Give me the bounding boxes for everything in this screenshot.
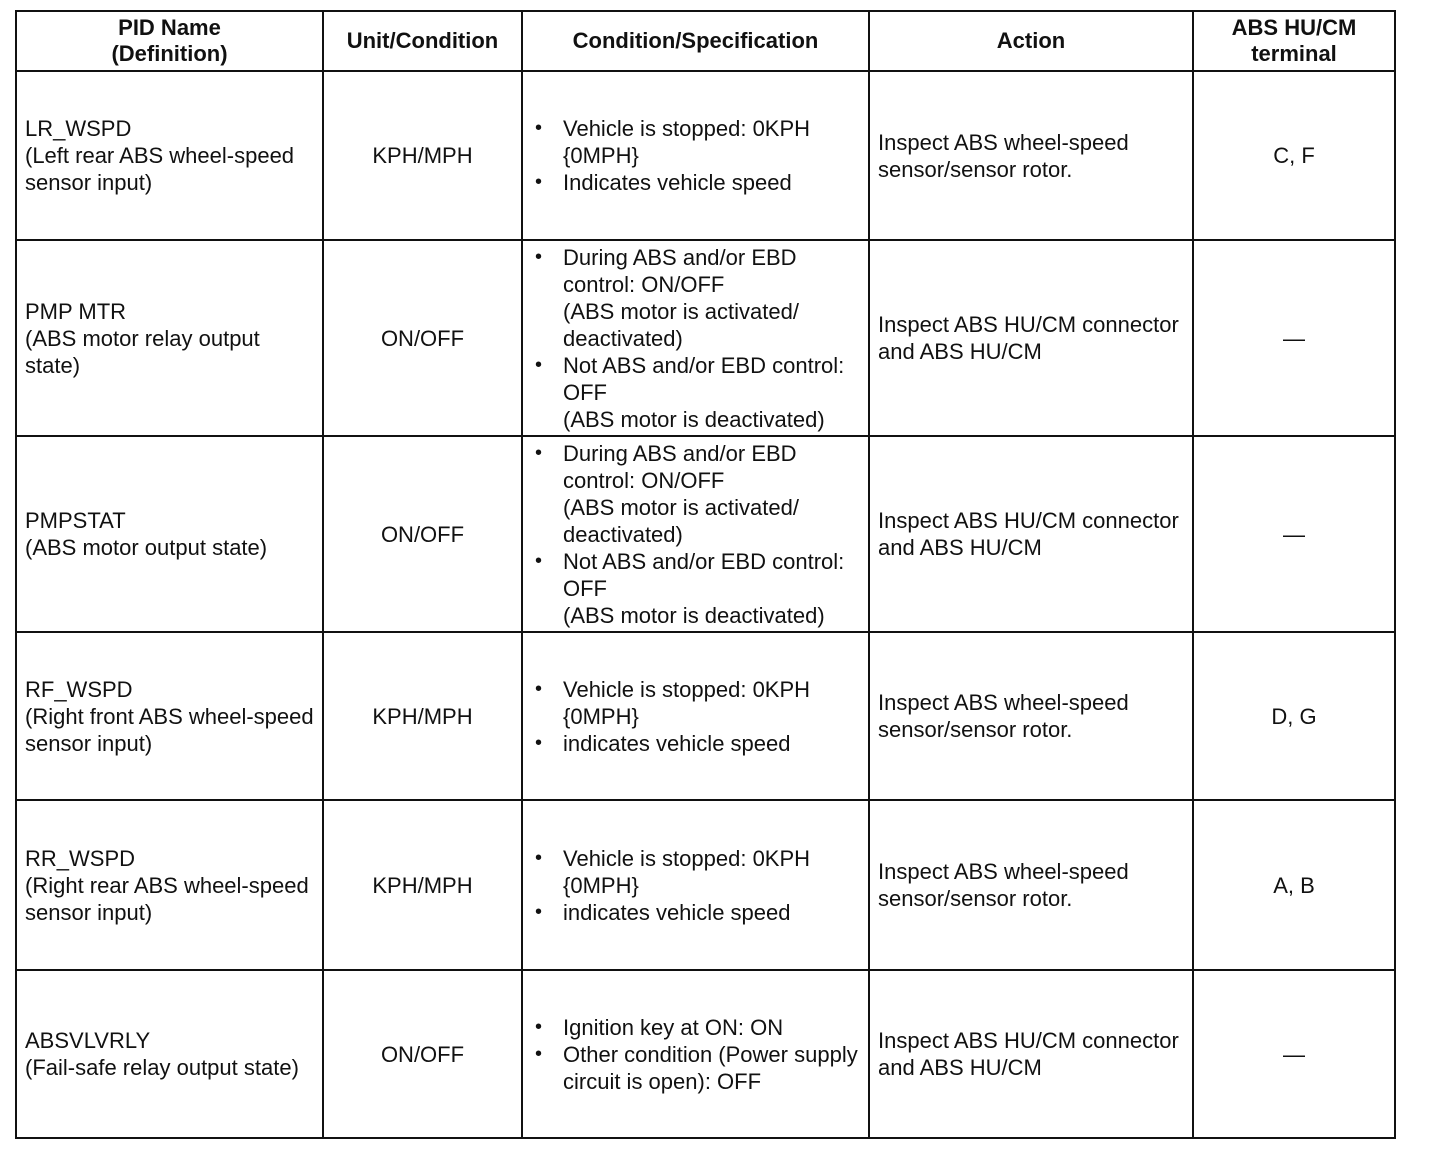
unit-cell: ON/OFF (323, 970, 522, 1138)
condition-item (531, 845, 860, 899)
condition-text: Other condition (Power supply circuit is open): OFF (563, 1041, 858, 1094)
header-terminal-line1: ABS HU/CM (1231, 15, 1357, 40)
unit-cell: KPH/MPH (323, 71, 522, 240)
condition-text: Not ABS and/or EBD control: OFF (563, 352, 845, 405)
unit-cell: ON/OFF (323, 436, 522, 632)
terminal-cell: C, F (1193, 71, 1395, 240)
action-cell: Inspect ABS wheel-speed sensor/sensor rotor. (869, 632, 1193, 800)
header-terminal (1193, 11, 1395, 71)
pid-table (15, 10, 1396, 1139)
header-pid-line2: (Definition) (111, 41, 228, 66)
pid-name: ABSVLVRLY (25, 1028, 151, 1053)
condition-cell (522, 436, 869, 632)
condition-text: indicates vehicle speed (563, 730, 791, 756)
condition-note: (ABS motor is deactivated) (563, 602, 825, 628)
condition-cell (522, 632, 869, 800)
condition-list (531, 440, 860, 629)
table-row (16, 632, 1395, 800)
action-cell: Inspect ABS wheel-speed sensor/sensor rotor. (869, 71, 1193, 240)
action-cell: Inspect ABS HU/CM connector and ABS HU/CM (869, 970, 1193, 1138)
pid-name: PMP MTR (25, 298, 127, 324)
unit-cell: ON/OFF (323, 240, 522, 436)
pid-name: PMPSTAT (25, 508, 126, 533)
condition-text: Vehicle is stopped: 0KPH {0MPH} (563, 676, 811, 729)
condition-item (531, 676, 860, 730)
condition-cell (522, 240, 869, 436)
unit-cell: KPH/MPH (323, 632, 522, 800)
condition-item (531, 548, 860, 629)
condition-cell (522, 71, 869, 240)
condition-item (531, 115, 860, 169)
pid-definition: (Right front ABS wheel-speed sensor input) (25, 703, 314, 756)
condition-note: (ABS motor is deactivated) (563, 406, 825, 432)
condition-cell (522, 800, 869, 970)
action-cell: Inspect ABS HU/CM connector and ABS HU/CM (869, 436, 1193, 632)
header-condition: Condition/Specification (522, 11, 869, 71)
pid-definition: (Fail-safe relay output state) (25, 1055, 299, 1080)
condition-item (531, 1041, 860, 1095)
condition-item (531, 1014, 860, 1041)
pid-definition: (ABS motor relay output state) (25, 325, 260, 378)
terminal-cell: A, B (1193, 800, 1395, 970)
table-header (16, 11, 1395, 71)
unit-cell: KPH/MPH (323, 800, 522, 970)
pid-definition: (ABS motor output state) (25, 535, 268, 560)
condition-text: During ABS and/or EBD control: ON/OFF (563, 244, 797, 297)
header-pid-line1: PID Name (118, 15, 221, 40)
action-cell: Inspect ABS HU/CM connector and ABS HU/CM (869, 240, 1193, 436)
pid-cell (16, 970, 323, 1138)
condition-list (531, 845, 860, 926)
condition-item (531, 352, 860, 433)
pid-cell (16, 71, 323, 240)
condition-text: Ignition key at ON: ON (563, 1014, 784, 1040)
table-row (16, 71, 1395, 240)
header-unit: Unit/Condition (323, 11, 522, 71)
pid-cell (16, 800, 323, 970)
condition-text: Indicates vehicle speed (563, 170, 792, 195)
condition-item (531, 899, 860, 926)
condition-item (531, 169, 860, 196)
header-action: Action (869, 11, 1193, 71)
header-pid (16, 11, 323, 71)
condition-text: During ABS and/or EBD control: ON/OFF (563, 440, 797, 493)
pid-name: RF_WSPD (25, 676, 133, 702)
condition-text: Vehicle is stopped: 0KPH {0MPH} (563, 845, 811, 898)
table-body (16, 71, 1395, 1138)
terminal-cell: — (1193, 240, 1395, 436)
pid-definition: (Right rear ABS wheel-speed sensor input) (25, 872, 309, 925)
pid-cell (16, 632, 323, 800)
condition-note: (ABS motor is activated/ deactivated) (563, 494, 799, 547)
condition-list (531, 676, 860, 757)
condition-list (531, 244, 860, 433)
header-row (16, 11, 1395, 71)
pid-cell (16, 240, 323, 436)
pid-name: LR_WSPD (25, 116, 132, 141)
table-row (16, 800, 1395, 970)
condition-item (531, 440, 860, 548)
pid-cell (16, 436, 323, 632)
terminal-cell: — (1193, 970, 1395, 1138)
terminal-cell: — (1193, 436, 1395, 632)
terminal-cell: D, G (1193, 632, 1395, 800)
condition-text: Not ABS and/or EBD control: OFF (563, 548, 845, 601)
condition-list (531, 1014, 860, 1095)
condition-text: Vehicle is stopped: 0KPH {0MPH} (563, 116, 811, 168)
table-row (16, 970, 1395, 1138)
condition-text: indicates vehicle speed (563, 899, 791, 925)
pid-definition: (Left rear ABS wheel-speed sensor input) (25, 143, 295, 195)
condition-cell (522, 970, 869, 1138)
table-row (16, 436, 1395, 632)
condition-item (531, 730, 860, 757)
condition-item (531, 244, 860, 352)
action-cell: Inspect ABS wheel-speed sensor/sensor rotor. (869, 800, 1193, 970)
condition-list (531, 115, 860, 196)
pid-name: RR_WSPD (25, 845, 136, 871)
table-row (16, 240, 1395, 436)
condition-note: (ABS motor is activated/ deactivated) (563, 298, 799, 351)
header-terminal-line2: terminal (1251, 41, 1337, 66)
